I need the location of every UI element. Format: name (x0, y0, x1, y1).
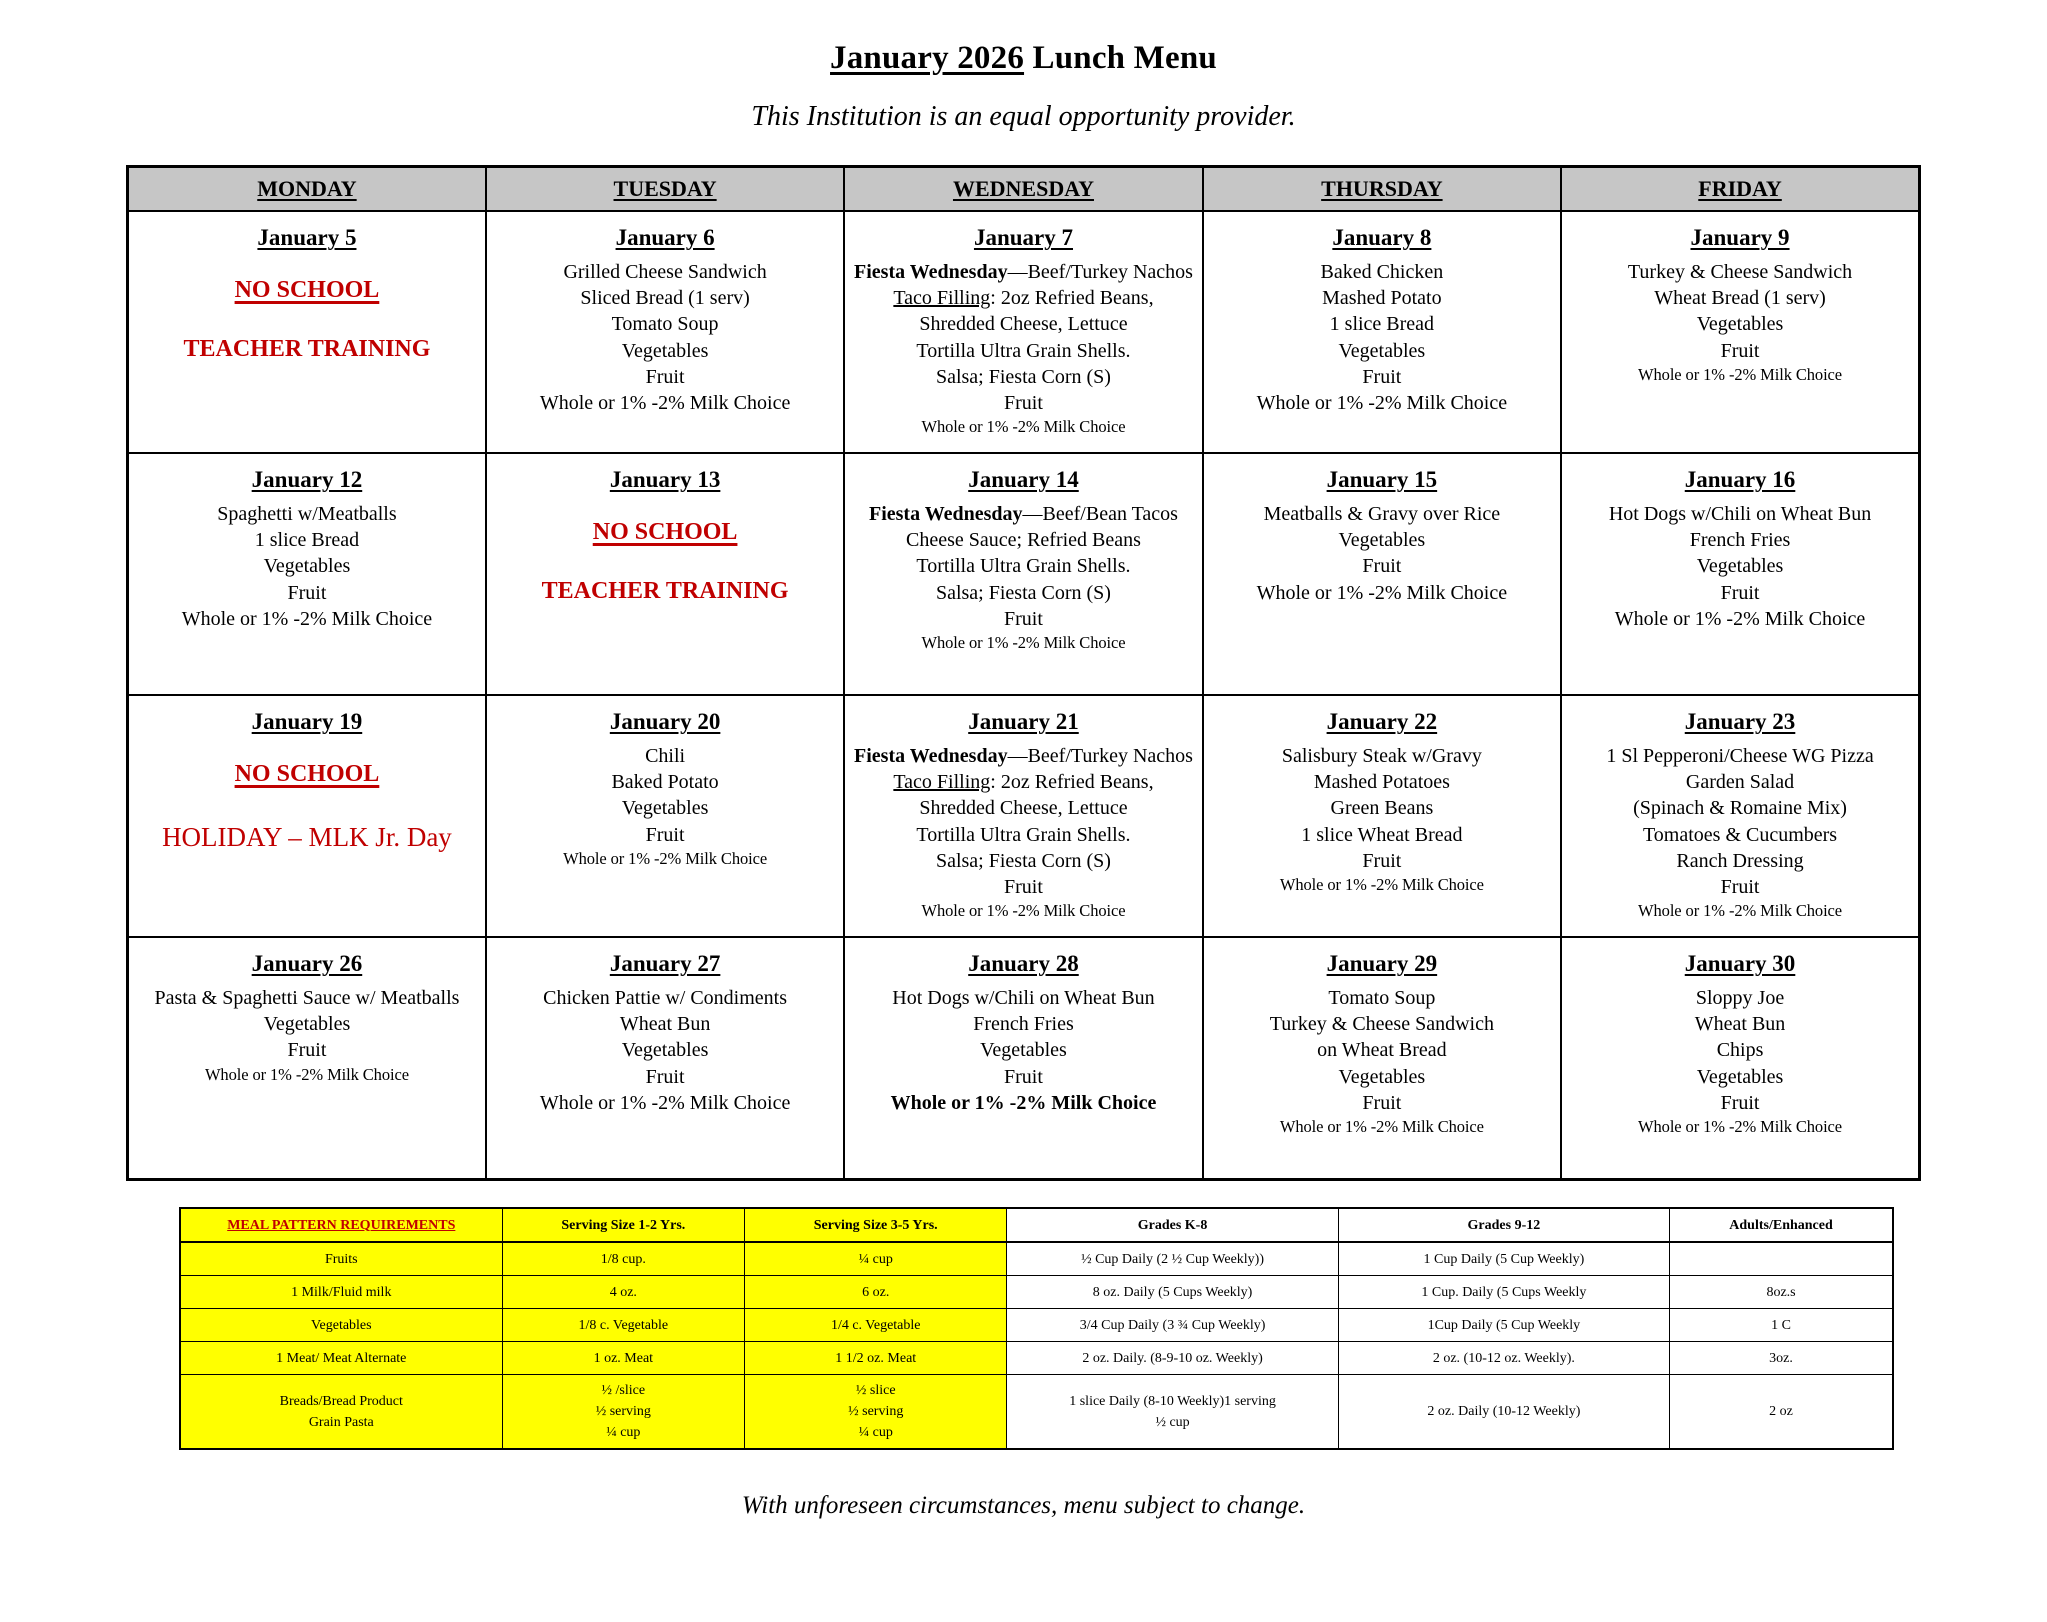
menu-item-line: Taco Filling: 2oz Refried Beans, (893, 287, 1154, 310)
calendar-day-cell[interactable] (844, 453, 1202, 695)
menu-item-list (1204, 985, 1560, 1138)
menu-item-list (1562, 985, 1918, 1138)
footer-note: With unforeseen circumstances, menu subject to change. (741, 1492, 1306, 1519)
menu-item-list (129, 985, 485, 1085)
day-date-label: January 9 (1690, 225, 1790, 250)
meal-pattern-row (180, 1276, 1893, 1309)
menu-item-line: Tortilla Ultra Grain Shells. (916, 555, 1131, 578)
menu-item-line: 1 slice Bread (254, 529, 360, 552)
menu-item-line: Vegetables (1338, 339, 1426, 362)
meal-pattern-column-header: Grades K-8 (1007, 1208, 1338, 1242)
meal-pattern-cell: 1 Cup Daily (5 Cup Weekly) (1338, 1242, 1669, 1276)
meal-pattern-column-header: Serving Size 3-5 Yrs. (745, 1208, 1007, 1242)
menu-item-line: Fruit (1004, 1065, 1043, 1088)
menu-item-line: Turkey & Cheese Sandwich (1269, 1013, 1494, 1036)
meal-pattern-cell: 1 Meat/ Meat Alternate (180, 1342, 502, 1375)
calendar-header-row (128, 167, 1920, 212)
menu-item-line: Fruit (645, 823, 685, 846)
meal-pattern-title: MEAL PATTERN REQUIREMENTS (227, 1217, 456, 1233)
menu-item-line: Fiesta Wednesday—Beef/Turkey Nachos (854, 261, 1193, 283)
calendar-week-row (128, 937, 1920, 1180)
menu-item-line: Tortilla Ultra Grain Shells. (916, 823, 1131, 846)
calendar-column-label: FRIDAY (1698, 176, 1782, 201)
menu-item-line: French Fries (973, 1013, 1074, 1036)
calendar-day-cell[interactable] (1203, 453, 1561, 695)
calendar-day-cell[interactable] (128, 211, 486, 453)
day-date-heading (487, 467, 843, 493)
meal-pattern-cell: 1 oz. Meat (502, 1342, 745, 1375)
menu-item-line: Whole or 1% -2% Milk Choice (921, 901, 1126, 921)
day-date-heading (1562, 951, 1918, 977)
day-date-heading (845, 467, 1201, 493)
day-date-heading (129, 467, 485, 493)
menu-item-line: Chips (1716, 1039, 1764, 1062)
day-date-label: January 28 (968, 951, 1079, 976)
day-date-heading (845, 709, 1201, 735)
menu-item-line: Fruit (1720, 1091, 1760, 1114)
menu-item-line: Whole or 1% -2% Milk Choice (1638, 1116, 1843, 1136)
calendar-day-cell[interactable] (1561, 211, 1919, 453)
meal-pattern-column-header: Adults/Enhanced (1670, 1208, 1893, 1242)
menu-item-line: Fruit (1720, 581, 1760, 604)
meal-pattern-cell: 2 oz. Daily (10-12 Weekly) (1338, 1375, 1669, 1450)
day-date-heading (1562, 467, 1918, 493)
menu-item-list (845, 743, 1201, 922)
day-date-heading (1204, 467, 1560, 493)
menu-item-line: Whole or 1% -2% Milk Choice (1614, 607, 1866, 630)
menu-item-line: Whole or 1% -2% Milk Choice (1638, 901, 1843, 921)
menu-item-line: 1 Sl Pepperoni/Cheese WG Pizza (1606, 745, 1874, 767)
menu-item-line: Grilled Cheese Sandwich (563, 261, 767, 283)
menu-item-line: Whole or 1% -2% Milk Choice (921, 632, 1126, 652)
menu-item-line: Baked Potato (611, 771, 719, 794)
menu-item-line: Spaghetti w/Meatballs (217, 503, 397, 525)
menu-item-line: Tomatoes & Cucumbers (1642, 823, 1838, 846)
day-date-label: January 20 (609, 709, 721, 734)
menu-item-line: Whole or 1% -2% Milk Choice (890, 1091, 1157, 1114)
menu-item-line: Vegetables (263, 1013, 351, 1036)
calendar-body (128, 211, 1920, 1180)
menu-item-line: Vegetables (621, 1039, 709, 1062)
menu-item-list (845, 501, 1201, 654)
meal-pattern-row (180, 1375, 1893, 1450)
day-date-label: January 5 (257, 225, 357, 250)
menu-item-line: Fruit (1720, 875, 1760, 898)
menu-item-line: Hot Dogs w/Chili on Wheat Bun (1608, 503, 1872, 525)
meal-pattern-row (180, 1342, 1893, 1375)
menu-item-list (487, 985, 843, 1116)
calendar-column-header (486, 167, 844, 212)
meal-pattern-cell: 1 Milk/Fluid milk (180, 1276, 502, 1309)
meal-pattern-cell: ½ slice ½ serving ¼ cup (745, 1375, 1007, 1450)
day-date-heading (1204, 951, 1560, 977)
meal-pattern-cell: 2 oz (1670, 1375, 1893, 1450)
menu-item-line: Garden Salad (1685, 771, 1795, 794)
meal-pattern-container (151, 1207, 1896, 1450)
day-date-heading (129, 225, 485, 251)
page-title (0, 40, 2047, 77)
menu-item-list (487, 743, 843, 869)
meal-pattern-cell: 1 C (1670, 1309, 1893, 1342)
meal-pattern-cell: ¼ cup (745, 1242, 1007, 1276)
menu-item-line: Whole or 1% -2% Milk Choice (539, 1091, 791, 1114)
day-date-label: January 6 (615, 225, 715, 250)
menu-item-line: Chili (645, 745, 686, 767)
day-date-label: January 13 (609, 467, 721, 492)
menu-item-line: Taco Filling: 2oz Refried Beans, (893, 771, 1154, 794)
day-date-label: January 14 (968, 467, 1079, 492)
day-date-heading (487, 709, 843, 735)
calendar-day-cell[interactable] (128, 937, 486, 1180)
menu-item-line: Whole or 1% -2% Milk Choice (563, 848, 768, 868)
meal-pattern-cell: 1/8 c. Vegetable (502, 1309, 745, 1342)
menu-item-line: Ranch Dressing (1676, 849, 1804, 872)
menu-item-line: Cheese Sauce; Refried Beans (906, 529, 1141, 552)
day-date-heading (845, 225, 1201, 251)
calendar-day-cell[interactable] (1561, 937, 1919, 1180)
day-date-label: January 21 (968, 709, 1079, 734)
meal-pattern-cell: 4 oz. (502, 1276, 745, 1309)
menu-item-line: Mashed Potato (1322, 287, 1442, 310)
menu-item-line: Vegetables (1696, 1065, 1784, 1088)
calendar-column-label: WEDNESDAY (952, 176, 1094, 201)
menu-item-line: Green Beans (1330, 797, 1434, 820)
menu-item-line: Fruit (645, 1065, 685, 1088)
menu-item-line: (Spinach & Romaine Mix) (1633, 797, 1847, 820)
menu-item-line: Fruit (1362, 555, 1402, 578)
lunch-menu-page (0, 40, 2047, 1622)
menu-item-line: Whole or 1% -2% Milk Choice (1279, 874, 1484, 894)
menu-item-line: Vegetables (621, 797, 709, 820)
menu-item-line: Whole or 1% -2% Milk Choice (539, 391, 791, 414)
menu-item-line: Whole or 1% -2% Milk Choice (1638, 364, 1843, 384)
menu-item-line: Vegetables (1696, 555, 1784, 578)
menu-item-line: Wheat Bread (1 serv) (1654, 287, 1826, 310)
meal-pattern-cell: Vegetables (180, 1309, 502, 1342)
day-date-heading (487, 951, 843, 977)
calendar-day-cell[interactable] (844, 695, 1202, 937)
menu-item-line: Shredded Cheese, Lettuce (919, 797, 1128, 820)
menu-item-line: Fruit (1362, 1091, 1402, 1114)
day-date-label: January 22 (1326, 709, 1438, 734)
meal-pattern-row (180, 1309, 1893, 1342)
menu-item-line: Tomato Soup (611, 313, 719, 336)
meal-pattern-cell: 8 oz. Daily (5 Cups Weekly) (1007, 1276, 1338, 1309)
menu-item-line: Tortilla Ultra Grain Shells. (916, 339, 1131, 362)
calendar-column-header (128, 167, 486, 212)
menu-item-line: Fruit (1362, 849, 1402, 872)
menu-line-emphasis: Taco Filling (893, 771, 991, 794)
meal-pattern-column-header: Serving Size 1-2 Yrs. (502, 1208, 745, 1242)
menu-item-line: Sliced Bread (1 serv) (580, 287, 750, 310)
menu-item-line: Mashed Potatoes (1313, 771, 1450, 794)
calendar-day-cell[interactable] (1561, 453, 1919, 695)
menu-item-line: Whole or 1% -2% Milk Choice (181, 607, 433, 630)
no-school-notice: NO SCHOOL (234, 761, 380, 787)
meal-pattern-body (180, 1208, 1893, 1449)
day-date-heading (1562, 225, 1918, 251)
menu-item-list (1562, 743, 1918, 922)
calendar-day-cell[interactable] (1203, 695, 1561, 937)
day-date-heading (129, 709, 485, 735)
menu-line-emphasis: Fiesta Wednesday (854, 261, 1008, 283)
day-date-heading (1204, 709, 1560, 735)
day-date-label: January 12 (251, 467, 363, 492)
day-date-label: January 29 (1326, 951, 1438, 976)
calendar-day-cell[interactable] (844, 211, 1202, 453)
calendar-week-row (128, 211, 1920, 453)
day-date-label: January 7 (973, 225, 1073, 250)
menu-item-list (1562, 501, 1918, 632)
menu-item-line: Whole or 1% -2% Milk Choice (1256, 581, 1508, 604)
meal-pattern-cell (1670, 1242, 1893, 1276)
menu-item-line: Fruit (1004, 391, 1043, 414)
menu-item-line: on Wheat Bread (1317, 1039, 1447, 1062)
menu-item-list (487, 259, 843, 416)
meal-pattern-cell: ½ Cup Daily (2 ½ Cup Weekly)) (1007, 1242, 1338, 1276)
day-date-label: January 26 (251, 951, 363, 976)
meal-pattern-cell: 3oz. (1670, 1342, 1893, 1375)
day-date-label: January 30 (1684, 951, 1796, 976)
menu-item-line: Vegetables (1338, 1065, 1426, 1088)
calendar-column-header (1203, 167, 1561, 212)
equal-opportunity-statement: This Institution is an equal opportunity provider. (751, 101, 1296, 132)
day-date-label: January 19 (251, 709, 363, 734)
meal-pattern-header-row (180, 1208, 1893, 1242)
menu-item-line: Fruit (1004, 875, 1043, 898)
calendar-day-cell[interactable] (486, 937, 844, 1180)
menu-item-line: Fruit (1004, 607, 1043, 630)
menu-item-line: Salsa; Fiesta Corn (S) (935, 849, 1111, 872)
menu-item-line: Salisbury Steak w/Gravy (1281, 745, 1482, 767)
no-school-notice: NO SCHOOL (592, 519, 738, 545)
menu-item-line: Chicken Pattie w/ Condiments (543, 987, 788, 1009)
day-date-label: January 23 (1684, 709, 1796, 734)
calendar-week-row (128, 695, 1920, 937)
menu-item-line: Fruit (1720, 339, 1760, 362)
menu-item-line: Fiesta Wednesday—Beef/Bean Tacos (869, 503, 1178, 525)
day-date-label: January 15 (1326, 467, 1438, 492)
meal-pattern-cell: 8oz.s (1670, 1276, 1893, 1309)
menu-item-line: Tomato Soup (1328, 987, 1436, 1009)
menu-item-line: Fruit (645, 365, 685, 388)
day-date-heading (487, 225, 843, 251)
calendar-day-cell[interactable] (128, 695, 486, 937)
menu-item-line: Whole or 1% -2% Milk Choice (204, 1064, 409, 1084)
menu-line-emphasis: Fiesta Wednesday (854, 745, 1008, 767)
calendar-day-cell[interactable] (844, 937, 1202, 1180)
calendar-day-cell[interactable] (128, 453, 486, 695)
menu-item-line: Hot Dogs w/Chili on Wheat Bun (892, 987, 1155, 1009)
calendar-week-row (128, 453, 1920, 695)
menu-line-emphasis: Taco Filling (893, 287, 991, 310)
menu-item-line: Vegetables (1696, 313, 1784, 336)
day-date-heading (129, 951, 485, 977)
menu-item-line: Fiesta Wednesday—Beef/Turkey Nachos (854, 745, 1193, 767)
day-date-label: January 16 (1684, 467, 1796, 492)
menu-calendar-table (126, 165, 1921, 1181)
calendar-day-cell[interactable] (486, 453, 844, 695)
menu-item-line: 1 slice Wheat Bread (1301, 823, 1463, 846)
day-date-heading (1562, 709, 1918, 735)
calendar-column-header (844, 167, 1202, 212)
meal-pattern-cell: ½ /slice ½ serving ¼ cup (502, 1375, 745, 1450)
calendar-column-label: MONDAY (257, 176, 357, 201)
menu-item-line: Pasta & Spaghetti Sauce w/ Meatballs (154, 987, 460, 1009)
calendar-day-cell[interactable] (1203, 211, 1561, 453)
meal-pattern-cell: 1 slice Daily (8-10 Weekly)1 serving ½ cup (1007, 1375, 1338, 1450)
menu-item-line: Turkey & Cheese Sandwich (1627, 261, 1853, 283)
menu-item-line: Fruit (287, 581, 327, 604)
meal-pattern-table (179, 1207, 1894, 1450)
meal-pattern-column-header: Grades 9-12 (1338, 1208, 1669, 1242)
menu-item-line: Sloppy Joe (1695, 987, 1785, 1009)
meal-pattern-row (180, 1242, 1893, 1276)
meal-pattern-cell: 1/4 c. Vegetable (745, 1309, 1007, 1342)
calendar-column-header (1561, 167, 1919, 212)
calendar-day-cell[interactable] (1561, 695, 1919, 937)
meal-pattern-cell: 2 oz. (10-12 oz. Weekly). (1338, 1342, 1669, 1375)
day-date-label: January 8 (1332, 225, 1432, 250)
menu-item-line: Vegetables (263, 555, 351, 578)
menu-item-list (129, 501, 485, 632)
calendar-column-label: TUESDAY (613, 176, 717, 201)
menu-item-line: Shredded Cheese, Lettuce (919, 313, 1128, 336)
menu-item-line: French Fries (1689, 529, 1791, 552)
no-school-notice: NO SCHOOL (234, 277, 380, 303)
page-title-suffix: Lunch Menu (1024, 40, 1217, 76)
calendar-column-label: THURSDAY (1321, 176, 1443, 201)
meal-pattern-cell: 1 Cup. Daily (5 Cups Weekly (1338, 1276, 1669, 1309)
menu-item-line: Vegetables (621, 339, 709, 362)
menu-item-list (845, 985, 1201, 1116)
menu-item-list (1204, 501, 1560, 606)
menu-item-line: Whole or 1% -2% Milk Choice (1279, 1116, 1484, 1136)
menu-item-list (1562, 259, 1918, 385)
menu-line-emphasis: Fiesta Wednesday (869, 503, 1023, 525)
closure-reason: TEACHER TRAINING (541, 578, 789, 604)
calendar-day-cell[interactable] (1203, 937, 1561, 1180)
meal-pattern-cell: 1Cup Daily (5 Cup Weekly (1338, 1309, 1669, 1342)
day-date-label: January 27 (609, 951, 721, 976)
menu-item-line: 1 slice Bread (1329, 313, 1435, 336)
meal-pattern-column-header (180, 1208, 502, 1242)
day-date-heading (845, 951, 1201, 977)
menu-item-line: Vegetables (1338, 529, 1426, 552)
day-date-heading (1204, 225, 1560, 251)
menu-item-line: Meatballs & Gravy over Rice (1263, 503, 1501, 525)
menu-item-line: Fruit (1362, 365, 1402, 388)
menu-item-line: Fruit (287, 1039, 327, 1062)
menu-item-line: Baked Chicken (1320, 261, 1444, 283)
menu-item-line: Salsa; Fiesta Corn (S) (935, 581, 1111, 604)
meal-pattern-cell: Breads/Bread Product Grain Pasta (180, 1375, 502, 1450)
menu-item-list (1204, 743, 1560, 896)
menu-item-line: Whole or 1% -2% Milk Choice (1256, 391, 1508, 414)
menu-item-line: Whole or 1% -2% Milk Choice (921, 417, 1126, 437)
meal-pattern-cell: 6 oz. (745, 1276, 1007, 1309)
menu-item-list (845, 259, 1201, 438)
menu-item-list (1204, 259, 1560, 416)
menu-item-line: Wheat Bun (1694, 1013, 1786, 1036)
meal-pattern-cell: 1 1/2 oz. Meat (745, 1342, 1007, 1375)
menu-item-line: Vegetables (980, 1039, 1067, 1062)
menu-item-line: Salsa; Fiesta Corn (S) (935, 365, 1111, 388)
closure-reason: TEACHER TRAINING (183, 336, 431, 362)
calendar-day-cell[interactable] (486, 211, 844, 453)
calendar-day-cell[interactable] (486, 695, 844, 937)
menu-item-line: Wheat Bun (619, 1013, 711, 1036)
page-title-month: January 2026 (830, 40, 1025, 76)
meal-pattern-cell: 2 oz. Daily. (8-9-10 oz. Weekly) (1007, 1342, 1338, 1375)
meal-pattern-cell: 3/4 Cup Daily (3 ¾ Cup Weekly) (1007, 1309, 1338, 1342)
holiday-label: HOLIDAY – MLK Jr. Day (162, 822, 452, 852)
calendar-container (126, 165, 1921, 1181)
meal-pattern-cell: Fruits (180, 1242, 502, 1276)
meal-pattern-cell: 1/8 cup. (502, 1242, 745, 1276)
